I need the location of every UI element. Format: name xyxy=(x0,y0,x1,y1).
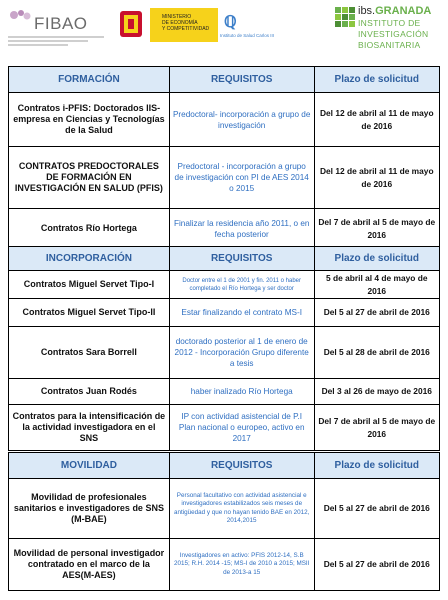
formacion-header-row xyxy=(9,67,440,93)
program-name: Movilidad de profesionales sanitarios e investigadores de SNS (M-BAE) xyxy=(9,479,170,539)
table-row xyxy=(9,299,440,327)
ibs-line-3: BIOSANITARIA xyxy=(358,40,421,50)
program-name: Contratos Sara Borrell xyxy=(9,327,170,379)
requisitos-header: REQUISITOS xyxy=(169,67,314,93)
program-requirement: Predoctoral - incorporación a grupo de investigación con PI de AES 2014 o 2015 xyxy=(169,147,314,209)
isciii-name: Instituto de Salud Carlos III xyxy=(220,33,275,38)
program-name: Contratos para la intensificación de la actividad investigadora en el SNS xyxy=(9,405,170,451)
table-row xyxy=(9,147,440,209)
table-row xyxy=(9,209,440,249)
isciii-logo xyxy=(220,10,290,42)
program-name: Contratos i-PFIS: Doctorados IIS-empresa en Ciencias y Tecnologías de la Salud xyxy=(9,93,170,147)
program-requirement: Finalizar la residencia año 2011, o en fecha posterior xyxy=(169,209,314,249)
program-name: Movilidad de personal investigador contratado en el marco de la AES(M-AES) xyxy=(9,539,170,591)
program-deadline: Del 5 al 28 de abril de 2016 xyxy=(314,327,439,379)
coat-of-arms-icon xyxy=(118,8,144,40)
incorporacion-header-row xyxy=(9,247,440,271)
program-requirement: Doctor entre el 1 de 2001 y fin. 2011 o haber completado el Río Hortega y ser doctor xyxy=(169,271,314,299)
movilidad-table xyxy=(8,452,440,591)
plazo-header: Plazo de solicitud xyxy=(314,247,439,271)
ibs-title-granada: GRANADA xyxy=(375,5,432,17)
program-requirement: Predoctoral- incorporación a grupo de investigación xyxy=(169,93,314,147)
table-row xyxy=(9,93,440,147)
formacion-header: FORMACIÓN xyxy=(9,67,170,93)
ibs-leaf-icon xyxy=(334,6,356,28)
program-deadline: Del 5 al 27 de abril de 2016 xyxy=(314,479,439,539)
fibao-name: FIBAO xyxy=(34,14,88,33)
program-deadline: 5 de abril al 4 de mayo de 2016 xyxy=(314,271,439,299)
incorporacion-table xyxy=(8,246,440,451)
ministry-line-3: Y COMPETITIVIDAD xyxy=(162,26,210,32)
program-name: Contratos Miguel Servet Tipo-I xyxy=(9,271,170,299)
incorporacion-header: INCORPORACIÓN xyxy=(9,247,170,271)
program-deadline: Del 5 al 27 de abril de 2016 xyxy=(314,299,439,327)
program-requirement: Investigadores en activo: PFIS 2012-14, S.B 2015; R.H. 2014 -15; MS-I de 2010 a 2015; MSII de 2013-a 15 xyxy=(169,539,314,591)
fibao-subtitle-lines xyxy=(8,36,108,48)
movilidad-header: MOVILIDAD xyxy=(9,453,170,479)
movilidad-header-row xyxy=(9,453,440,479)
program-requirement: IP con actividad asistencial de P.I Plan nacional o europeo, activo en 2017 xyxy=(169,405,314,451)
ibs-line-1: INSTITUTO DE xyxy=(358,18,421,28)
program-name: CONTRATOS PREDOCTORALES DE FORMACIÓN EN INVESTIGACIÓN EN SALUD (PFIS) xyxy=(9,147,170,209)
program-deadline: Del 5 al 27 de abril de 2016 xyxy=(314,539,439,591)
plazo-header: Plazo de solicitud xyxy=(314,67,439,93)
formacion-table xyxy=(8,66,440,249)
ibs-granada-logo xyxy=(334,5,446,55)
table-row xyxy=(9,379,440,405)
requisitos-header: REQUISITOS xyxy=(169,453,314,479)
table-row xyxy=(9,327,440,379)
isciii-mark: ℚ xyxy=(224,14,237,31)
ministry-logo xyxy=(118,8,275,44)
ministry-line-2: DE ECONOMÍA xyxy=(162,20,198,26)
program-deadline: Del 7 de abril al 5 de mayo de 2016 xyxy=(314,405,439,451)
program-deadline: Del 7 de abril al 5 de mayo de 2016 xyxy=(314,209,439,249)
requisitos-header: REQUISITOS xyxy=(169,247,314,271)
program-deadline: Del 12 de abril al 11 de mayo de 2016 xyxy=(314,93,439,147)
table-row xyxy=(9,479,440,539)
ministry-line-1: MINISTERIO xyxy=(162,14,192,20)
plazo-header: Plazo de solicitud xyxy=(314,453,439,479)
ministry-name-box xyxy=(150,8,218,42)
program-requirement: doctorado posterior al 1 de enero de 2012 - Incorporación Grupo diferente a tesis xyxy=(169,327,314,379)
table-row xyxy=(9,271,440,299)
program-name: Contratos Juan Rodés xyxy=(9,379,170,405)
ibs-title-prefix: ibs. xyxy=(358,5,376,17)
program-requirement: Personal facultativo con actividad asistencial e investigadores estabilizados seis meses de antigüedad y que no hayan tenido BAE en 2012, 2014,2015 xyxy=(169,479,314,539)
logo-header xyxy=(0,0,448,56)
program-requirement: Estar finalizando el contrato MS-I xyxy=(169,299,314,327)
program-name: Contratos Río Hortega xyxy=(9,209,170,249)
program-name: Contratos Miguel Servet Tipo-II xyxy=(9,299,170,327)
ibs-title xyxy=(358,5,431,17)
table-row xyxy=(9,539,440,591)
program-deadline: Del 3 al 26 de mayo de 2016 xyxy=(314,379,439,405)
table-row xyxy=(9,405,440,451)
program-requirement: haber inalizado Río Hortega xyxy=(169,379,314,405)
program-deadline: Del 12 de abril al 11 de mayo de 2016 xyxy=(314,147,439,209)
ibs-line-2: INVESTIGACIÓN xyxy=(358,29,429,39)
